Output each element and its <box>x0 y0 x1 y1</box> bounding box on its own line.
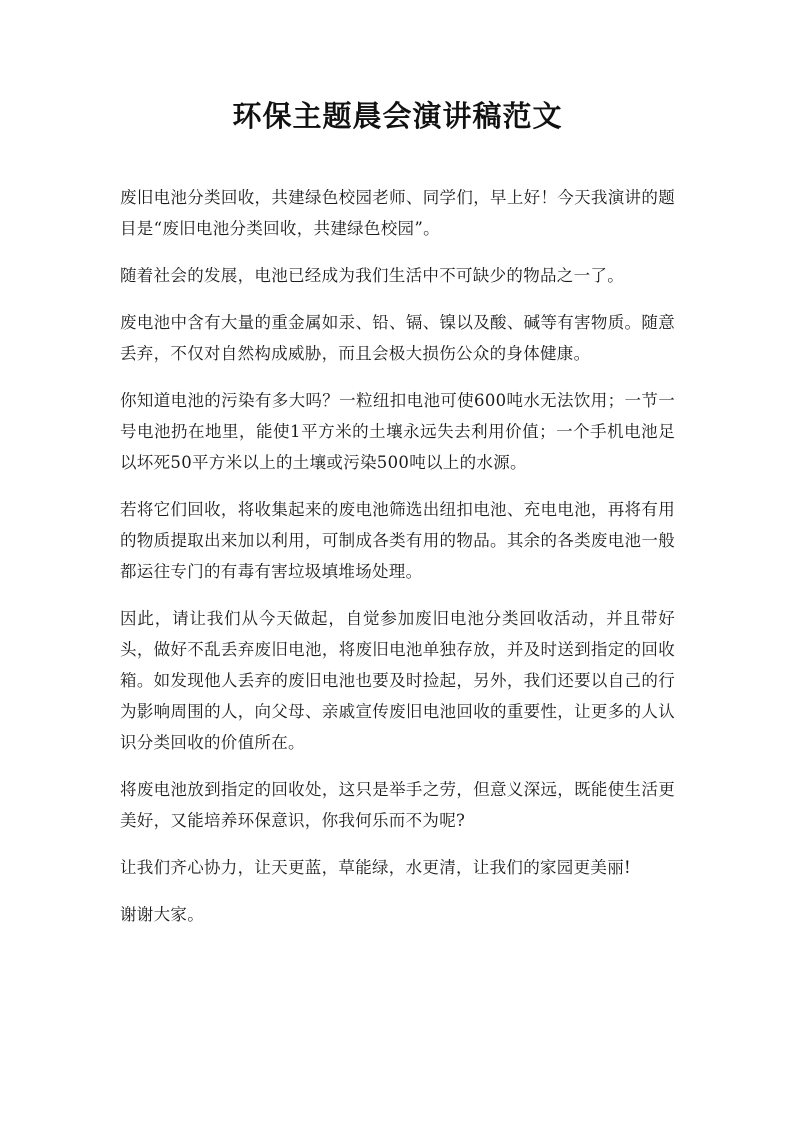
paragraph-6: 因此，请让我们从今天做起，自觉参加废旧电池分类回收活动，并且带好头，做好不乱丢弃废旧电池，将废旧电池单独存放，并及时送到指定的回收箱。如发现他人丢弃的废旧电池也要及时捡起，另外，我们还要以自己的行为影响周围的人，向父母、亲戚宣传废旧电池回收的重要性，让更多的人认识分类回收的价值所在。 <box>120 609 675 752</box>
paragraph-9: 谢谢大家。 <box>120 905 204 924</box>
paragraph-8: 让我们齐心协力，让天更蓝，草能绿，水更清，让我们的家园更美丽! <box>120 858 631 877</box>
paragraph-5: 若将它们回收，将收集起来的废电池筛选出纽扣电池、充电电池，再将有用的物质提取出来加以利用，可制成各类有用的物品。其余的各类废电池一般都运往专门的有毒有害垃圾填堆场处理。 <box>120 500 675 581</box>
document-body <box>120 182 675 930</box>
paragraph-2: 随着社会的发展，电池已经成为我们生活中不可缺少的物品之一了。 <box>120 266 624 285</box>
paragraph-7: 将废电池放到指定的回收处，这只是举手之劳，但意义深远，既能使生活更美好，又能培养环保意识，你我何乐而不为呢? <box>120 780 675 830</box>
paragraph-3: 废电池中含有大量的重金属如汞、铅、镉、镍以及酸、碱等有害物质。随意丢弃，不仅对自然构成威胁，而且会极大损伤公众的身体健康。 <box>120 313 675 363</box>
paragraph-1: 废旧电池分类回收，共建绿色校园老师、同学们，早上好！今天我演讲的题目是“废旧电池分类回收，共建绿色校园”。 <box>120 188 675 238</box>
paragraph-4: 你知道电池的污染有多大吗？一粒纽扣电池可使600吨水无法饮用；一节一号电池扔在地里，能使1平方米的土壤永远失去利用价值；一个手机电池足以坏死50平方米以上的土壤或污染500吨以上的水源。 <box>120 391 675 472</box>
document-title: 环保主题晨会演讲稿范文 <box>232 99 563 133</box>
